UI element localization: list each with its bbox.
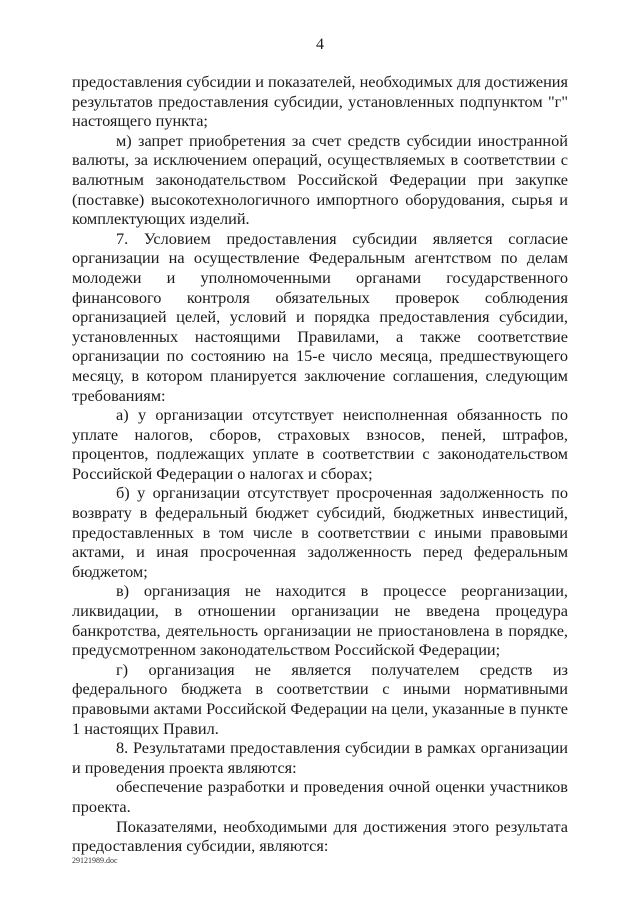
paragraph-indicators: Показателями, необходимыми для достижения этого результата предоставления субсидии, являются: [72,816,568,856]
page-number: 4 [316,36,324,53]
paragraph-subitem-b: б) у организации отсутствует просроченная задолженность по возврату в федеральный бюджет субсидий, бюджетных инвестиций, предоставленных в том числе в соответствии с иными правовыми актами, и иная просроченная задолженность перед федеральным бюджетом; [72,483,568,581]
paragraph-subitem-m: м) запрет приобретения за счет средств субсидии иностранной валюты, за исключением операций, осуществляемых в соответствии с валютным законодательством Российской Федерации при закупке (поставке) высокотехнологичного импортного оборудования, сырья и комплектующих изделий. [72,130,568,229]
paragraph-subitem-v: в) организация не находится в процессе реорганизации, ликвидации, в отношении организации не введена процедура банкротства, деятельность организации не приостановлена в порядке, предусмотренном законодательством Российской Федерации; [72,581,568,660]
document-body [72,72,568,856]
paragraph-item-8: 8. Результатами предоставления субсидии в рамках организации и проведения проекта являются: [72,738,568,777]
paragraph-subitem-g: г) организация не является получателем средств из федерального бюджета в соответствии с иными нормативными правовыми актами Российской Федерации на цели, указанные в пункте 1 настоящих Правил. [72,659,568,738]
paragraph-result: обеспечение разработки и проведения очной оценки участников проекта. [72,777,568,816]
paragraph-item-7: 7. Условием предоставления субсидии является согласие организации на осуществление Федеральным агентством по делам молодежи и уполномоченными органами государственного финансового контроля обязательных проверок соблюдения организацией целей, условий и порядка предоставления субсидии, установленных настоящими Правилами, а также соответствие организации по состоянию на 15-е число месяца, предшествующего месяцу, в котором планируется заключение соглашения, следующим требованиям: [72,228,568,405]
footer-filename: 29121989.doc [72,856,118,865]
paragraph-subitem-a: а) у организации отсутствует неисполненная обязанность по уплате налогов, сборов, страховых взносов, пеней, штрафов, процентов, подлежащих уплате в соответствии с законодательством Российской Федерации о налогах и сборах; [72,405,568,483]
paragraph-continuation: предоставления субсидии и показателей, необходимых для достижения результатов предоставления субсидии, установленных подпунктом "г" настоящего пункта; [72,72,568,131]
